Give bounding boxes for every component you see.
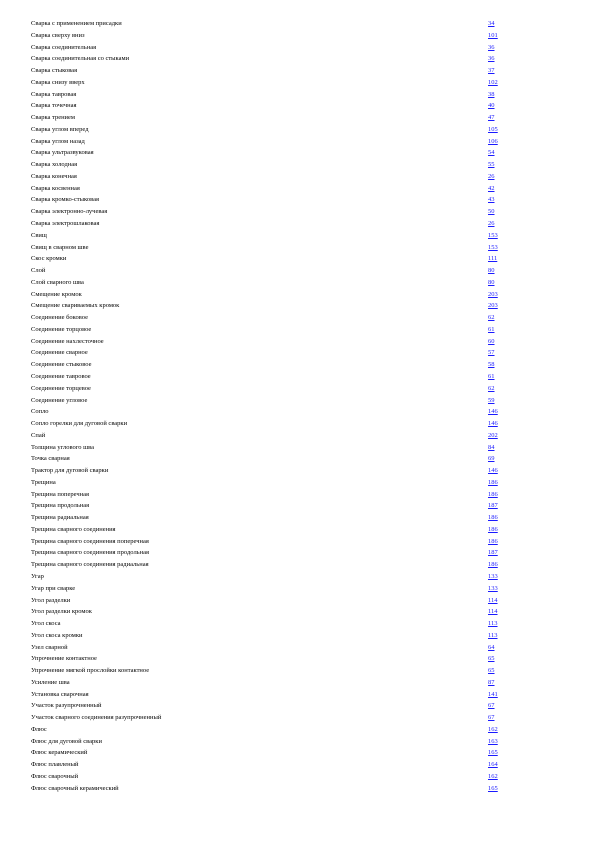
page-number-link[interactable]: 62 (488, 314, 495, 322)
index-term: Соединение сварное (31, 349, 88, 357)
page-number-link[interactable]: 37 (488, 67, 495, 75)
index-entry (31, 583, 506, 595)
page-number-link[interactable]: 59 (488, 396, 495, 404)
index-entry (31, 700, 506, 712)
index-entry (31, 442, 506, 454)
page-number-link[interactable]: 80 (488, 278, 495, 286)
index-term: Спай (31, 431, 46, 439)
index-term: Соединение торцевое (31, 384, 91, 392)
index-term: Сварка соединительная (31, 43, 97, 51)
index-term: Сварка трением (31, 114, 76, 122)
page-number-link[interactable]: 153 (488, 231, 498, 239)
index-term: Усиление шва (31, 678, 70, 686)
page-number-link[interactable]: 54 (488, 149, 495, 157)
index-term: Сварка кромко-стыковая (31, 196, 99, 204)
page-number-link[interactable]: 203 (488, 290, 498, 298)
index-entry (31, 183, 506, 195)
index-entry (31, 395, 506, 407)
index-term: Участок разупрочненный (31, 702, 102, 710)
page-number-link[interactable]: 36 (488, 43, 495, 51)
index-entry (31, 100, 506, 112)
page-number-link[interactable]: 61 (488, 372, 495, 380)
index-term: Флюс сварочный (31, 773, 79, 780)
index-term: Трещина сварного соединения поперечная (31, 537, 149, 545)
page-number-link[interactable]: 62 (488, 384, 495, 392)
index-term: Флюс плавленый (31, 761, 79, 769)
index-entry (31, 524, 506, 536)
index-term: Сварка с применением присадки (31, 20, 122, 27)
page-number-link[interactable]: 80 (488, 267, 495, 275)
page-number-link[interactable]: 60 (488, 337, 495, 345)
page-number-link[interactable]: 58 (488, 361, 495, 369)
page-number-link[interactable]: 57 (488, 349, 495, 357)
index-entry (31, 194, 506, 206)
index-entry (31, 653, 506, 665)
index-entry (31, 147, 506, 159)
index-entry (31, 759, 506, 771)
index-entry (31, 18, 506, 30)
page-number-link[interactable]: 38 (488, 90, 495, 98)
index-entry (31, 783, 506, 795)
page-number-link[interactable]: 187 (488, 502, 498, 510)
index-entry (31, 642, 506, 654)
page-number-link[interactable]: 153 (488, 243, 498, 251)
index-entry (31, 206, 506, 218)
page-number-link[interactable]: 55 (488, 161, 495, 169)
index-term: Трещина поперечная (31, 490, 90, 498)
index-entry (31, 159, 506, 171)
page-number-link[interactable]: 47 (488, 114, 495, 122)
index-entry (31, 724, 506, 736)
index-term: Свищ в сварном шве (31, 243, 89, 251)
page-number-link[interactable]: 165 (488, 784, 498, 792)
index-entry (31, 677, 506, 689)
index-entry (31, 65, 506, 77)
page-number-link[interactable]: 186 (488, 537, 498, 545)
page-number-link[interactable]: 133 (488, 584, 498, 592)
index-entry (31, 336, 506, 348)
index-entry (31, 418, 506, 430)
index-entry (31, 30, 506, 42)
index-term: Сварка холодная (31, 161, 78, 169)
index-entry (31, 171, 506, 183)
page-number-link[interactable]: 87 (488, 678, 495, 686)
index-term: Соединение тавровое (31, 372, 91, 380)
page-number-link[interactable]: 36 (488, 55, 495, 63)
index-entry (31, 465, 506, 477)
index-term: Соединение угловое (31, 396, 88, 404)
index-term: Угар при сварке (31, 584, 76, 592)
index-term: Трактор для дуговой сварки (31, 467, 109, 475)
page-number-link[interactable]: 65 (488, 655, 495, 663)
index-term: Слой (31, 267, 46, 275)
index-entry (31, 77, 506, 89)
index-entry (31, 406, 506, 418)
page-number-link[interactable]: 164 (488, 761, 498, 769)
index-entry (31, 312, 506, 324)
index-entry (31, 218, 506, 230)
index-entry (31, 665, 506, 677)
index-entry (31, 771, 506, 783)
page-number-link[interactable]: 84 (488, 443, 495, 451)
index-entry (31, 430, 506, 442)
page-number-link[interactable]: 146 (488, 408, 498, 416)
index-entry (31, 277, 506, 289)
index-term: Флюс керамический (31, 749, 88, 757)
index-term: Соединение боковое (31, 314, 88, 322)
index-entry (31, 324, 506, 336)
index-term: Упрочнение мягкой прослойки контактное (31, 667, 150, 675)
index-entry (31, 500, 506, 512)
index-entry (31, 289, 506, 301)
index-term: Сварка снизу вверх (31, 78, 85, 86)
index-term: Соединение торцовое (31, 325, 92, 333)
page-number-link[interactable]: 26 (488, 172, 495, 180)
index-entry (31, 747, 506, 759)
index-entry (31, 736, 506, 748)
page-number-link[interactable]: 67 (488, 702, 495, 710)
index-term: Угол разделки (31, 596, 71, 604)
page-number-link[interactable]: 113 (488, 631, 498, 639)
page-number-link[interactable]: 187 (488, 549, 498, 557)
index-entry (31, 230, 506, 242)
index-entry (31, 265, 506, 277)
index-term: Угол разделки кромок (31, 608, 92, 616)
page-number-link[interactable]: 106 (488, 137, 498, 145)
index-term: Скос кромки (31, 255, 67, 263)
index-term: Упрочнение контактное (31, 655, 97, 663)
index-entry (31, 347, 506, 359)
page-number-link[interactable]: 146 (488, 420, 498, 428)
index-entry (31, 371, 506, 383)
index-entry (31, 453, 506, 465)
index-term: Трещина сварного соединения продольная (31, 549, 149, 557)
index-term: Сопло (31, 408, 49, 416)
index-term: Сварка точечная (31, 102, 77, 110)
index-term: Узел сварной (31, 643, 68, 651)
page-number-link[interactable]: 146 (488, 467, 498, 475)
index-entry (31, 136, 506, 148)
page-number-link[interactable]: 111 (488, 255, 498, 263)
index-entry (31, 536, 506, 548)
index-entry (31, 53, 506, 65)
index-entry (31, 300, 506, 312)
index-term: Флюс для дуговой сварки (31, 737, 102, 745)
index-entry (31, 606, 506, 618)
page-number-link[interactable]: 34 (488, 20, 495, 27)
index-term: Сварка конечная (31, 172, 77, 180)
index-term: Сварка сверху вниз (31, 31, 85, 39)
page-number-link[interactable]: 165 (488, 749, 498, 757)
index-term: Сварка соединительная со стыками (31, 55, 130, 63)
index-term: Сварка электронно-лучевая (31, 208, 108, 216)
index-term: Трещина радиальная (31, 514, 89, 522)
index-entry (31, 512, 506, 524)
index-entry (31, 112, 506, 124)
index-term: Сварка ультразвуковая (31, 149, 94, 157)
page-number-link[interactable]: 101 (488, 31, 498, 39)
index-term: Сварка углом назад (31, 137, 85, 145)
index-term: Участок сварного соединения разупрочненный (31, 714, 162, 722)
page-number-link[interactable]: 186 (488, 514, 498, 522)
page-number-link[interactable]: 163 (488, 737, 498, 745)
page-number-link[interactable]: 202 (488, 431, 498, 439)
page-number-link[interactable]: 162 (488, 725, 498, 733)
page-number-link[interactable]: 40 (488, 102, 495, 110)
page-number-link[interactable]: 43 (488, 196, 495, 204)
page-number-link[interactable]: 133 (488, 572, 498, 580)
page-number-link[interactable]: 186 (488, 478, 498, 486)
index-entry (31, 242, 506, 254)
index-term: Смещение кромок (31, 290, 82, 298)
page-number-link[interactable]: 114 (488, 608, 498, 616)
page-number-link[interactable]: 26 (488, 220, 495, 228)
page-number-link[interactable]: 65 (488, 667, 495, 675)
index-entry (31, 477, 506, 489)
page-number-link[interactable]: 186 (488, 561, 498, 569)
index-entry (31, 595, 506, 607)
index-entry (31, 571, 506, 583)
index-term: Толщина углового шва (31, 443, 94, 451)
index-term: Угол скоса (31, 620, 61, 628)
index-term: Сварка косвенная (31, 184, 80, 192)
index-term: Соединение стыковое (31, 361, 92, 369)
index-term: Флюс сварочный керамический (31, 784, 119, 792)
index-term: Трещина сварного соединения радиальная (31, 561, 149, 569)
index-entry (31, 559, 506, 571)
index-entry (31, 712, 506, 724)
index-term: Угар (31, 572, 44, 580)
page-number-link[interactable]: 69 (488, 455, 495, 463)
index-term: Сварка стыковая (31, 67, 78, 75)
index-term: Соединение нахлесточное (31, 337, 104, 345)
index-entry (31, 253, 506, 265)
index-term: Угол скоса кромки (31, 631, 83, 639)
page-number-link[interactable]: 162 (488, 773, 498, 780)
index-term: Установка сварочная (31, 690, 89, 698)
page-number-link[interactable]: 50 (488, 208, 495, 216)
page-number-link[interactable]: 113 (488, 620, 498, 628)
index-entry (31, 42, 506, 54)
index-entry (31, 124, 506, 136)
page-number-link[interactable]: 64 (488, 643, 495, 651)
index-term: Свищ (31, 231, 47, 239)
page-number-link[interactable]: 67 (488, 714, 495, 722)
index-entry (31, 89, 506, 101)
page-number-link[interactable]: 42 (488, 184, 495, 192)
page-number-link[interactable]: 105 (488, 125, 498, 133)
index-entry (31, 359, 506, 371)
index-entry (31, 689, 506, 701)
page-number-link[interactable]: 186 (488, 525, 498, 533)
page-number-link[interactable]: 102 (488, 78, 498, 86)
index-term: Трещина сварного соединения (31, 525, 116, 533)
index-term: Трещина продольная (31, 502, 90, 510)
index-entry (31, 383, 506, 395)
index-term: Сопло горелки для дуговой сварки (31, 420, 128, 428)
index-entry (31, 630, 506, 642)
page-number-link[interactable]: 203 (488, 302, 498, 310)
index-term: Флюс (31, 725, 47, 733)
index-list (31, 18, 506, 795)
index-term: Сварка электрошлаковая (31, 220, 100, 228)
page-number-link[interactable]: 61 (488, 325, 495, 333)
index-entry (31, 618, 506, 630)
page-number-link[interactable]: 141 (488, 690, 498, 698)
index-term: Сварка углом вперед (31, 125, 89, 133)
index-term: Смещение свариваемых кромок (31, 302, 120, 310)
page-number-link[interactable]: 114 (488, 596, 498, 604)
index-term: Точка сварная (31, 455, 70, 463)
index-entry (31, 489, 506, 501)
index-term: Слой сварного шва (31, 278, 84, 286)
page-number-link[interactable]: 186 (488, 490, 498, 498)
index-entry (31, 547, 506, 559)
index-term: Сварка тавровая (31, 90, 77, 98)
index-term: Трещина (31, 478, 56, 486)
